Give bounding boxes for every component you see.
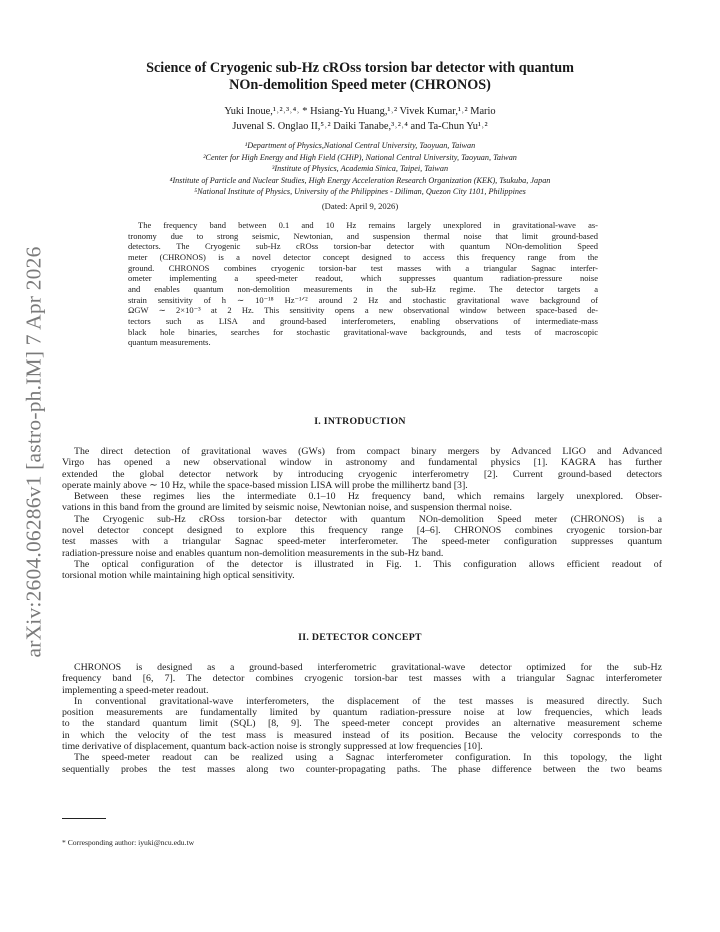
text-line: implementing a speed-meter readout. (62, 684, 209, 696)
text-line: torsional motion while maintaining high optical sensitivity. (62, 570, 295, 582)
abstract-line: meter (CHRONOS) is a novel detector concept designed to access this frequency range from the (128, 251, 598, 262)
abstract-line: black hole binaries, searches for stochastic gravitational-wave backgrounds, and tests of macroscopic (128, 326, 598, 337)
text-line: in which the velocity of the test mass is measured instead of its position. Because the velocity corresponds to the (62, 729, 662, 741)
text-line: operate mainly above ∼ 10 Hz, while the space-based mission LISA will probe the millihertz band [3]. (62, 479, 468, 491)
abstract-line: detectors. The Cryogenic sub-Hz cROss torsion-bar detector with quantum NOn-demolition Speed (128, 241, 598, 252)
text-line: position measurements are fundamentally limited by quantum radiation-pressure noise at low frequencies, which leads (62, 707, 662, 719)
abstract (128, 220, 598, 348)
section-heading-detector-concept: II. DETECTOR CONCEPT (298, 632, 422, 643)
footnote-corresponding-author: * Corresponding author: iyuki@ncu.edu.tw (62, 838, 195, 847)
abstract-line: quantum measurements. (128, 337, 211, 348)
footnote-rule (62, 818, 106, 819)
affiliation: ³Institute of Physics, Academia Sinica, Taipei, Taiwan (271, 164, 449, 174)
abstract-line: tronomy due to strong seismic, Newtonian, and suspension thermal noise that limit ground-based (128, 230, 598, 241)
author-line: Juvenal S. Onglao II,⁵˒² Daiki Tanabe,³˒²˒⁴ and Ta-Chun Yu¹˒² (232, 121, 488, 132)
text-line: Between these regimes lies the intermediate 0.1–10 Hz frequency band, which remains largely unexplored. Obser- (74, 491, 662, 503)
affiliation: ⁵National Institute of Physics, University of the Philippines - Diliman, Quezon City 1101, Philippines (194, 187, 526, 197)
text-line: novel detector concept designed to explore this frequency range [4–6]. CHRONOS combines cryogenic torsion-bar (62, 525, 662, 537)
date-line: (Dated: April 9, 2026) (321, 201, 399, 211)
text-line: test masses with a triangular Sagnac speed-meter interferometer. The speed-meter configuration suppresses quantum (62, 536, 662, 548)
affiliation: ¹Department of Physics,National Central University, Taoyuan, Taiwan (244, 141, 476, 150)
text-line: CHRONOS is designed as a ground-based interferometric gravitational-wave detector optimized for the sub-Hz (74, 662, 662, 673)
paper-title (0, 60, 720, 94)
introduction-text (62, 446, 662, 582)
text-line: to the standard quantum limit (SQL) [8, 9]. The speed-meter concept provides an alternative measurement scheme (62, 718, 662, 730)
text-line: In conventional gravitational-wave interferometers, the displacement of the test masses is measured directly. Such (74, 695, 662, 707)
title-line: NOn-demolition Speed meter (CHRONOS) (229, 77, 491, 93)
text-line: The direct detection of gravitational waves (GWs) from compact binary mergers by Advanced LIGO and Advanced (74, 446, 662, 457)
abstract-line: ometer implementing a speed-meter readout, which suppresses quantum radiation-pressure noise (128, 273, 598, 284)
text-line: sequentially probes the test masses along two counter-propagating paths. The phase difference between the two beams (62, 763, 662, 775)
author-list (0, 104, 720, 134)
section-heading-introduction: I. INTRODUCTION (314, 416, 406, 427)
affiliation-list (0, 140, 720, 198)
author-line: Yuki Inoue,¹˒²˒³˒⁴˒ * Hsiang-Yu Huang,¹˒² Vivek Kumar,¹˒² Mario (224, 106, 496, 117)
abstract-line: ground. CHRONOS combines cryogenic torsion-bar test masses with a triangular Sagnac interfer- (128, 262, 598, 273)
text-line: The optical configuration of the detector is illustrated in Fig. 1. This configuration allows efficient readout of (74, 558, 662, 570)
abstract-line: and enables quantum non-demolition measurements in the sub-Hz regime. The detector targets a (128, 283, 598, 294)
abstract-line: strain sensitivity of h ∼ 10⁻¹⁸ Hz⁻¹ᐟ² around 2 Hz and stochastic gravitational wave background of (128, 294, 598, 305)
abstract-line: The frequency band between 0.1 and 10 Hz remains largely unexplored in gravitational-wave as- (138, 220, 598, 230)
text-line: vations in this band from the ground are limited by seismic noise, Newtonian noise, and suspension thermal noise. (62, 502, 513, 514)
affiliation: ⁴Institute of Particle and Nuclear Studies, High Energy Acceleration Research Organization (KEK), Tsukuba, Japan (169, 175, 551, 185)
abstract-line: ΩGW ∼ 2×10⁻³ at 2 Hz. This sensitivity opens a new observational window between space-based de- (128, 305, 598, 316)
title-line: Science of Cryogenic sub-Hz cROss torsion bar detector with quantum (146, 60, 574, 76)
affiliation: ²Center for High Energy and High Field (CHiP), National Central University, Taoyuan, Taiwan (203, 152, 517, 162)
text-line: The Cryogenic sub-Hz cROss torsion-bar detector with quantum NOn-demolition Speed meter (CHRONOS) is a (74, 513, 662, 525)
text-line: time derivative of displacement, quantum back-action noise is strongly suppressed at low frequencies [10]. (62, 741, 483, 753)
text-line: radiation-pressure noise and enables quantum non-demolition measurements in the sub-Hz band. (62, 547, 444, 559)
text-line: frequency band [6, 7]. The detector combines cryogenic torsion-bar test masses with a triangular Sagnac interferometer (62, 673, 662, 685)
text-line: Virgo has opened a new observational window in astronomy and fundamental physics [1]. KAGRA has further (62, 457, 662, 469)
detector-concept-text (62, 662, 662, 775)
arxiv-stamp: arXiv:2604.06286v1 [astro-ph.IM] 7 Apr 2026 (21, 246, 46, 658)
text-line: extended the global detector network by introducing cryogenic interferometry [2]. Current ground-based detectors (62, 468, 662, 480)
abstract-line: tectors such as LISA and ground-based interferometers, enabling observations of intermediate-mass (128, 315, 598, 326)
text-line: The speed-meter readout can be realized using a Sagnac interferometer configuration. In this topology, the light (74, 752, 662, 764)
